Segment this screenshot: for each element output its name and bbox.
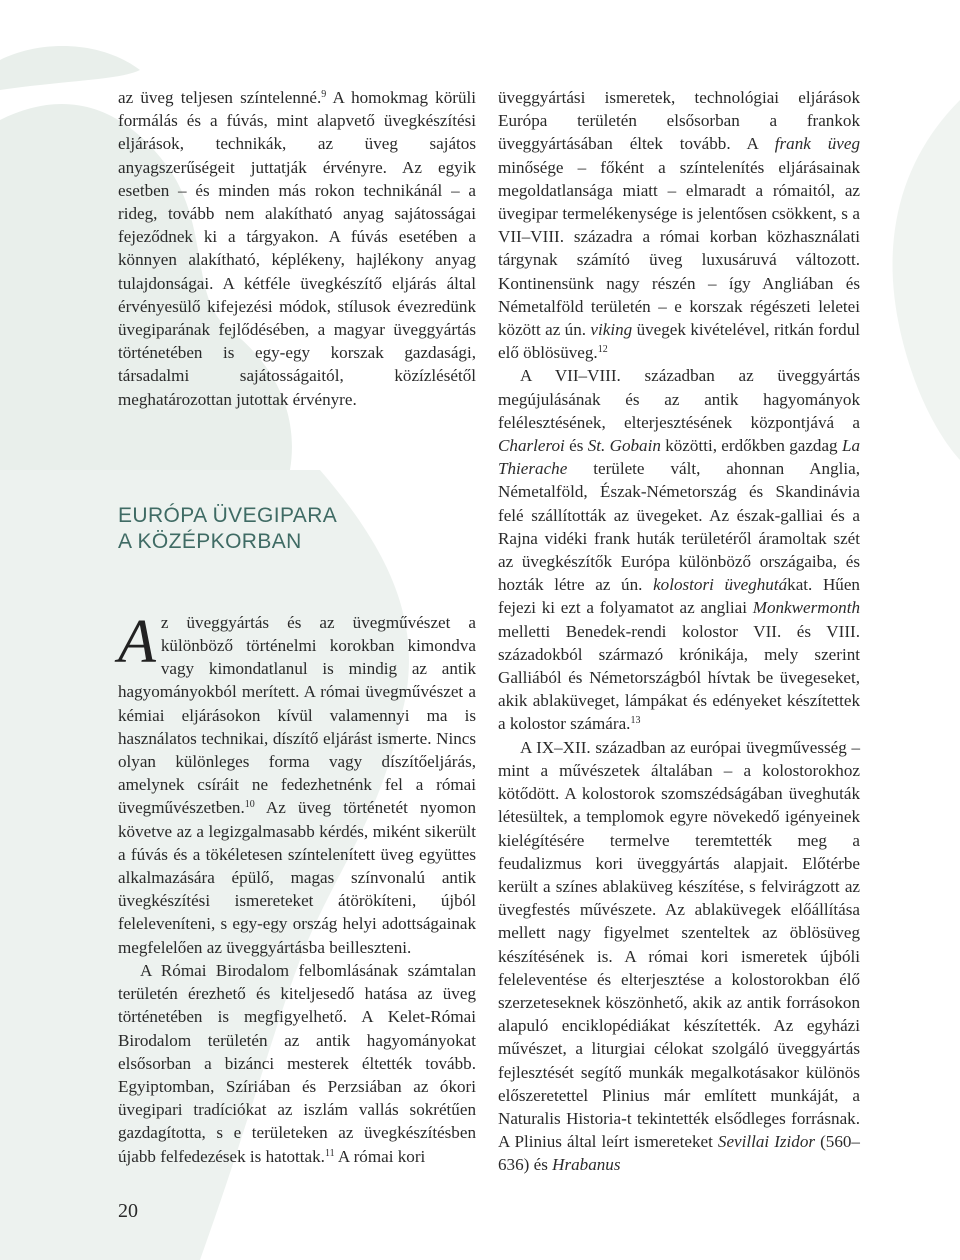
paragraph: A IX–XII. században az európai üvegművesség – mint a művészetek általában – a kolostorokhoz kötődött. A kolostorok szomszédságában üveghuták létesültek, a templomok egyre növekedő igényeinek kielégítésére termelve teremtették meg a feudalizmus kori üveggyártás alapjait. Előtérbe került a színes ablaküveg készítése, s felvirágzott az üvegfestés művészete. Az ablaküvegek előállítása mellett nagy figyelmet szenteltek az öblösüveg készítésének is. A római kori ismeretek újbóli feleleventése és elterjesztése a kolostorokban élő szerzeteseknek köszönhető, akik az antik forrásokon alapuló enciklopédiákat készítették. Az egyházi művészet, a liturgiai célokat szolgáló üveggyártás fejlesztését segítő munkák megalkotásakor különös előszeretettel Plinius már említett munkáját, a Naturalis Historia-t tekintették elsődleges forrásnak. A Plinius által leírt ismereteket Sevillai Izidor (560–636) és Hrabanus bbox=[498, 737, 860, 1175]
left-column bbox=[118, 86, 476, 1168]
page-number: 20 bbox=[118, 1200, 138, 1222]
paragraph-dropcap: Az üveggyártás és az üvegművészet a különböző történelmi korokban kimondva vagy kimondatlanul is mindig az antik hagyományokból merített. A római üvegművészet a kémiai eljárásokon kívül valamennyi ma is használatos technikai, díszítő eljárást ismerte. Nincs olyan különleges forma vagy díszítőeljárás, amelynek csíráit ne fedezhetnénk fel a római üvegművészetben.$^{10}$ Az üveg történetét nyomon követve az a legizgalmasabb kérdés, miként sikerült a fúvás és a tökéletesen színtelenített üveg együttes alkalmazására épülő, magas színvonalú antik üvegkészítési ismereteket átörökíteni, újból feleleveníteni, s egy-egy ország helyi adottságainak megfelelően az üveggyártásba beilleszteni. bbox=[118, 607, 476, 957]
watermark-vase-rim bbox=[0, 46, 140, 90]
watermark-right-shape bbox=[893, 100, 960, 460]
footnote-ref: 10 bbox=[244, 799, 255, 811]
drop-cap: A bbox=[118, 607, 156, 676]
section-heading: EURÓPA ÜVEGIPARA A KÖZÉPKORBAN bbox=[118, 503, 338, 553]
paragraph: A VII–VIII. században az üveggyártás megújulásának és az antik hagyományok felélesztésének, elterjesztésének központjává a Charleroi és St. Gobain közötti, erdőkben gazdag La Thierache területe vált, ahonnan Anglia, Németalföld, Észak-Németország és Skandinávia felé szállították az üvegeket. Az észak-galliai és a Rajna vidéki frank huták területéről áramoltak szét az üvegkészítők Európa különböző országaiba, és hozták létre az ún. kolostori üveghutákat. Hűen fejezi ki ezt a folyamatot az angliai Monkwermonth melletti Benedek-rendi kolostor VII. és VIII. századokból származó krónikája, mely szerint Galliából és Németországból hívtak be üvegeseket, akik ablaküveget, lámpákat és edényeket készítettek a kolostor számára.$^{13}$ bbox=[498, 366, 860, 734]
footnote-ref: 9 bbox=[321, 89, 327, 100]
footnote-ref: 13 bbox=[630, 715, 641, 727]
footnote-ref: 12 bbox=[597, 344, 608, 356]
paragraph: az üveg teljesen színtelenné.$^9$ A homokmag körüli formálás és a fúvás, mint alapvető üvegkészítési eljárások, technikák, az üveg sajátos anyagszerűségeit juttatják érvényre. Az egyik esetben – és minden más rokon technikánál – a rideg, tovább nem alakítható anyag sajátosságai fejeződnek ki a tárgyakon. A fúvás esetében a könnyen alakítható, képlékeny, hajlékony anyag tulajdonságai. A kétféle üvegkészítő eljárás által érvényesülő kifejezési módok, stílusok évezredünk üvegiparának fejlődésében, a magyar üveggyártás történetében is egy-egy korszak gazdasági, társadalmi sajátosságaitól, közízlésétől meghatározottan jutottak érvényre. bbox=[118, 88, 476, 409]
paragraph: A Római Birodalom felbomlásának számtalan területén érezhető és kiteljesedő hatása az üveg történetében is megfigyelhető. A Kelet-Római Birodalom területén az antik hagyományokat elsősorban a bizánci mesterek éltették tovább. Egyiptomban, Szíriában és Perzsiában az ókori üvegipari tradíciókat az iszlám vallás sokrétűen gazdagította, s e területeken az üvegkészítésben újabb felfedezések is hatottak.$^{11}$ A római kori bbox=[118, 960, 476, 1166]
footnote-ref: 11 bbox=[324, 1147, 335, 1159]
right-column bbox=[498, 86, 860, 1177]
paragraph: üveggyártási ismeretek, technológiai eljárások Európa területén elsősorban a frankok üveggyártásában éltek tovább. A frank üveg minősége – főként a színtelenítés eljárásainak megoldatlansága miatt – elmaradt a rómaitól, az üvegipar termelékenysége is jelentősen csökkent, s a VII–VIII. századra a római korban közhasználati tárgynak számító üveg luxusáruvá változott. Kontinensünk nagy részén – így Angliában és Németalföld területén – e korszak régészeti leletei között az ún. viking üvegek kivételével, ritkán fordul elő öblösüveg.$^{12}$ bbox=[498, 88, 860, 363]
